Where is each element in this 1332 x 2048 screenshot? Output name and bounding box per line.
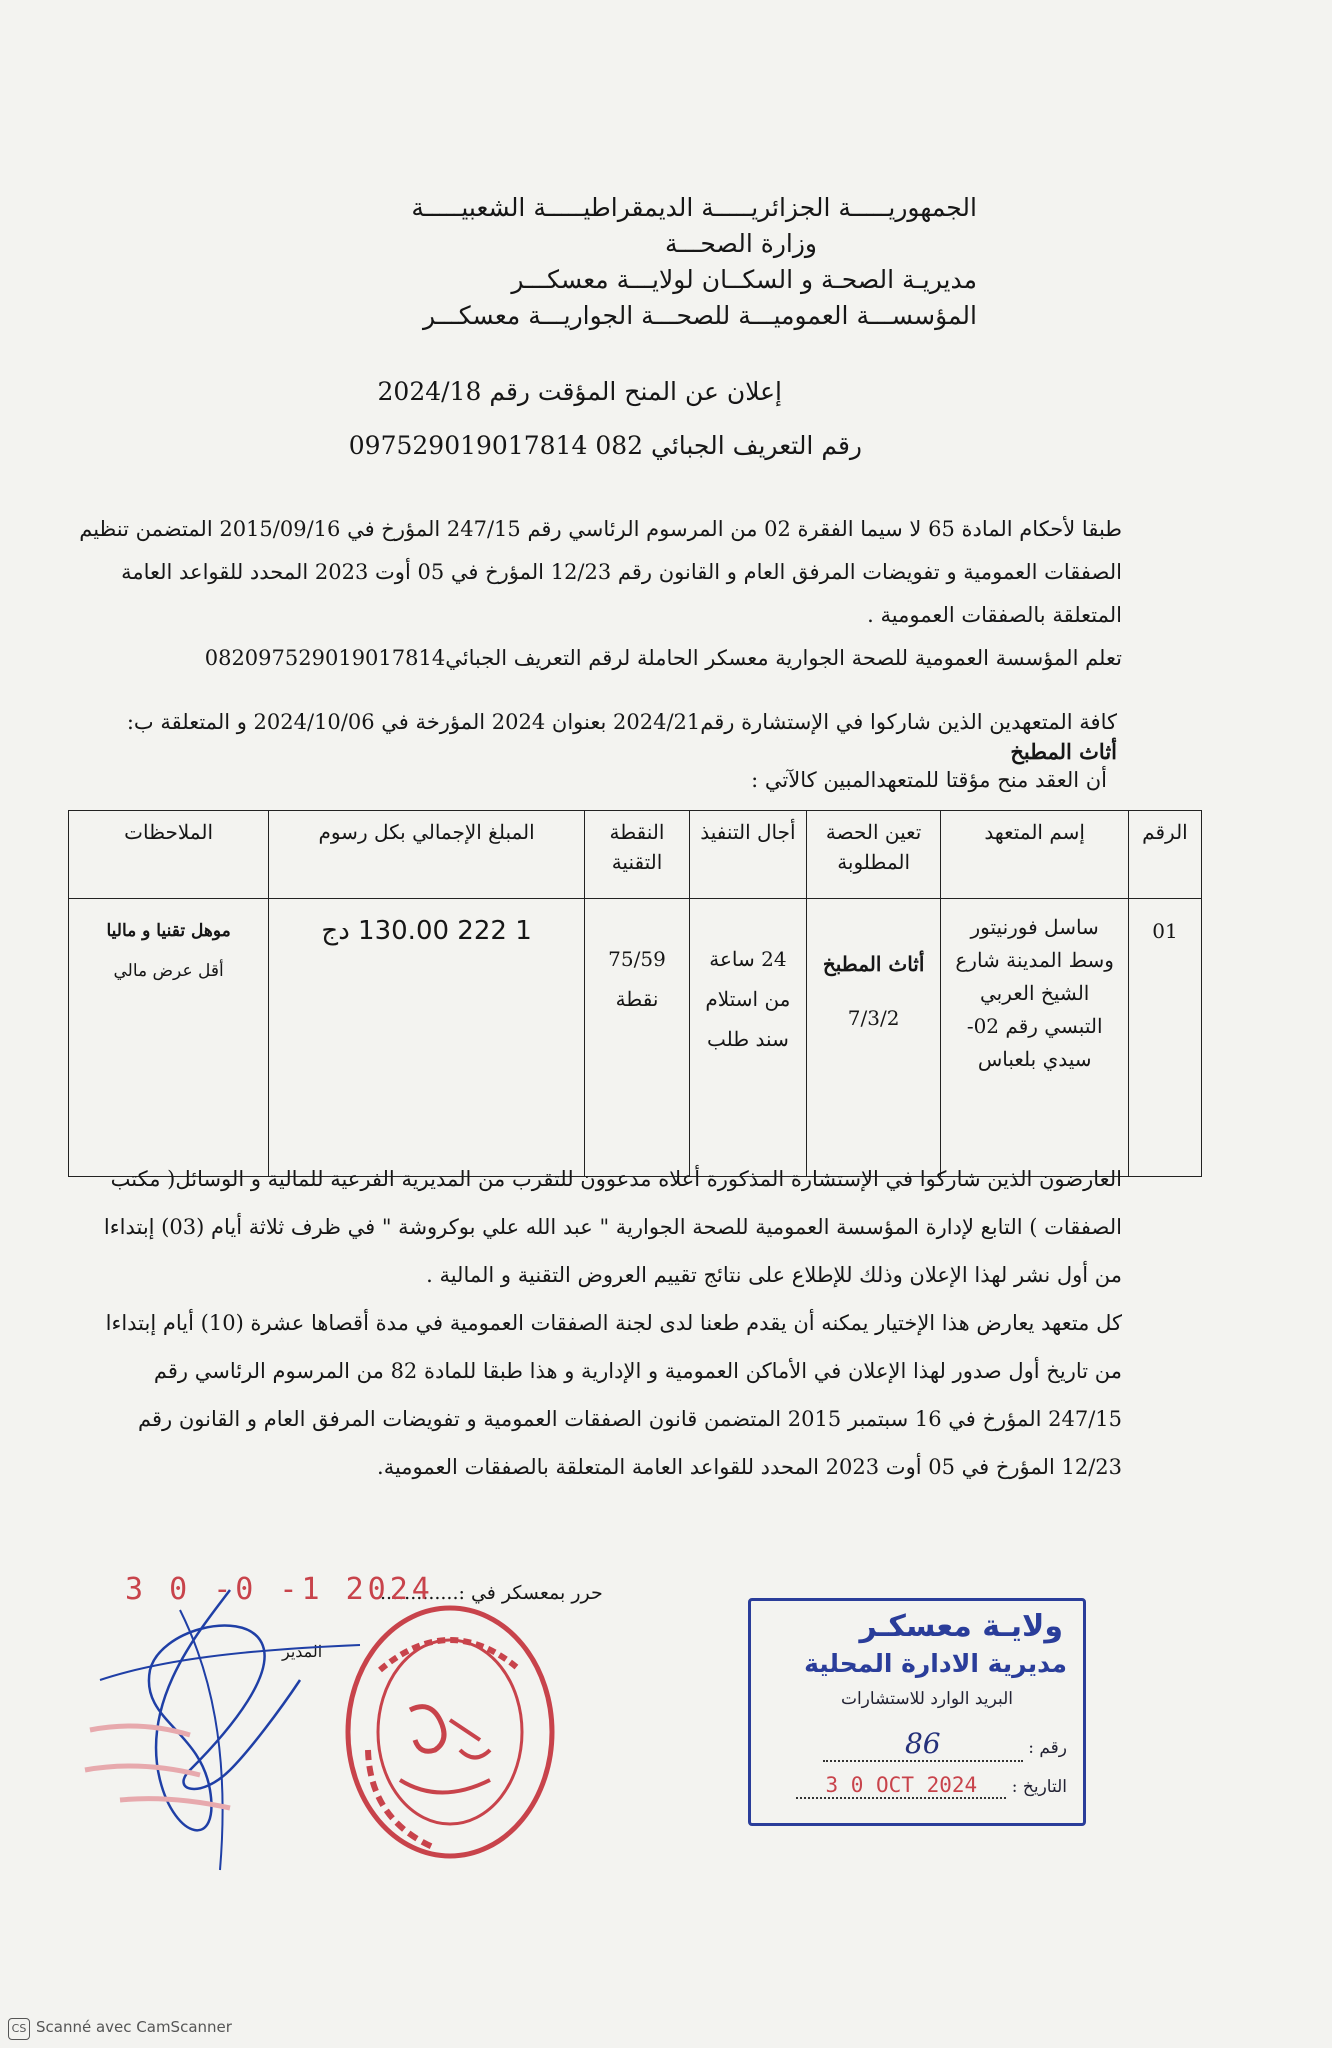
lot-code: 7/3/2	[847, 1006, 900, 1030]
cell-notes	[69, 899, 269, 1177]
body-line: 247/15 المؤرخ في 16 سبتمبر 2015 المتضمن قانون الصفقات العمومية و تفويضات المرفق العام و القانون رقم	[138, 1407, 1122, 1431]
signature-date-stamp: 3 0 -0 -1 2024	[125, 1572, 434, 1607]
stamp-date-label: التاريخ :	[1011, 1777, 1067, 1797]
cell-score: 75/59 نقطة	[584, 899, 689, 1177]
header-delay: أجال التنفيذ	[690, 811, 807, 899]
intro-line: الصفقات العمومية و تفويضات المرفق العام و القانون رقم 12/23 المؤرخ في 05 أوت 2023 المحدد للقواعد العامة	[121, 560, 1122, 584]
award-table-header	[69, 811, 1202, 899]
director-signature-icon	[80, 1550, 380, 1880]
header-notes: الملاحظات	[69, 811, 269, 899]
award-intro-line: أن العقد منح مؤقتا للمتعهدالمبين كالآتي :	[751, 768, 1107, 792]
announcement-title: إعلان عن المنح المؤقت رقم 2024/18	[377, 377, 782, 406]
award-table	[68, 810, 1202, 1177]
consultation-paragraph	[57, 708, 1117, 795]
letterhead-ministry: وزارة الصحـــة	[665, 229, 817, 258]
lot-name: أثاث المطبخ	[822, 952, 925, 976]
stamp-date-row	[796, 1773, 1067, 1799]
stamp-mail-label: البريد الوارد للاستشارات	[840, 1689, 1013, 1709]
stamp-ref-row	[823, 1727, 1067, 1762]
letterhead-directorate: مديريـة الصحـة و السكــان لولايـــة معسكـــر	[511, 265, 977, 294]
consultation-line: كافة المتعهدين الذين شاركوا في الإستشارة رقم2024/21 بعنوان 2024 المؤرخة في 2024/10/06 و المتعلقة ب:	[126, 710, 1117, 734]
body-line: كل متعهد يعارض هذا الإختيار يمكنه أن يقدم طعنا لدى لجنة الصفقات العمومية في مدة أقصاها عشرة (10) أيام إبتداءا	[105, 1311, 1122, 1335]
header-number: الرقم	[1128, 811, 1201, 899]
camscanner-logo-icon: CS	[8, 2018, 30, 2040]
intro-line: تعلم المؤسسة العمومية للصحة الجوارية معسكر الحاملة لرقم التعريف الجبائي082097529019017814	[204, 646, 1122, 670]
stamp-wilaya: ولايـة معسكـر	[859, 1609, 1063, 1644]
header-score: النقطة التقنية	[584, 811, 689, 899]
intro-paragraph	[62, 508, 1122, 680]
stamp-date-value: 3 0 OCT 2024	[796, 1773, 1006, 1799]
stamp-ref-value: 86	[823, 1727, 1023, 1762]
body-line: العارضون الذين شاركوا في الإستشارة المذكورة أعلاه مدعوون للتقرب من المديرية الفرعية للمالية و الوسائل( مكتب	[110, 1167, 1122, 1191]
cell-amount: 1 222 130.00 دج	[269, 899, 585, 1177]
reception-stamp	[748, 1598, 1086, 1826]
intro-line: طبقا لأحكام المادة 65 لا سيما الفقرة 02 من المرسوم الرئاسي رقم 247/15 المؤرخ في 2015/09/16 المتضمن تنظيم	[79, 517, 1122, 541]
intro-line: المتعلقة بالصفقات العمومية .	[867, 603, 1122, 627]
body-line: 12/23 المؤرخ في 05 أوت 2023 المحدد للقواعد العامة المتعلقة بالصفقات العمومية.	[377, 1455, 1122, 1479]
cell-bidder: ساسل فورنيتور وسط المدينة شارع الشيخ العربي التبسي رقم 02- سيدي بلعباس	[941, 899, 1128, 1177]
camscanner-label: Scanné avec CamScanner	[36, 2018, 232, 2036]
consultation-subject: أثاث المطبخ	[1010, 739, 1117, 764]
header-lot: تعين الحصة المطلوبة	[806, 811, 941, 899]
stamp-directorate: مديرية الادارة المحلية	[804, 1649, 1067, 1678]
letterhead	[257, 190, 977, 334]
letterhead-institution: المؤسســـة العموميـــة للصحـــة الجواريـــة معسكـــر	[422, 301, 977, 330]
body-line: الصفقات ) التابع لإدارة المؤسسة العمومية للصحة الجوارية " عبد الله علي بوكروشة " في ظرف ثلاثة أيام (03) إبتداءا	[103, 1215, 1122, 1239]
announcement-title-block	[302, 365, 862, 473]
stamp-ref-label: رقم :	[1028, 1738, 1067, 1758]
written-at-label: حرر بمعسكر في :.............	[380, 1582, 603, 1604]
cell-lot	[806, 899, 941, 1177]
cell-number: 01	[1128, 899, 1201, 1177]
header-amount: المبلغ الإجمالي بكل رسوم	[269, 811, 585, 899]
notes-lowest-offer: أقل عرض مالي	[113, 961, 224, 981]
table-row	[69, 899, 1202, 1177]
notes-qualified: موهل تقنيا و ماليا	[106, 921, 231, 941]
tax-id: رقم التعريف الجبائي 082 097529019017814	[348, 431, 862, 460]
director-label: المدير	[282, 1642, 323, 1661]
header-bidder: إسم المتعهد	[941, 811, 1128, 899]
cell-delay: 24 ساعة من استلام سند طلب	[690, 899, 807, 1177]
body-paragraph	[62, 1155, 1122, 1491]
letterhead-country: الجمهوريـــــة الجزائريـــــة الديمقراطيـــــة الشعبيـــــة	[411, 193, 977, 222]
body-line: من أول نشر لهذا الإعلان وذلك للإطلاع على نتائج تقييم العروض التقنية و المالية .	[426, 1263, 1122, 1287]
camscanner-watermark	[8, 2018, 232, 2040]
body-line: من تاريخ أول صدور لهذا الإعلان في الأماكن العمومية و الإدارية و هذا طبقا للمادة 82 من المرسوم الرئاسي رقم	[153, 1359, 1122, 1383]
